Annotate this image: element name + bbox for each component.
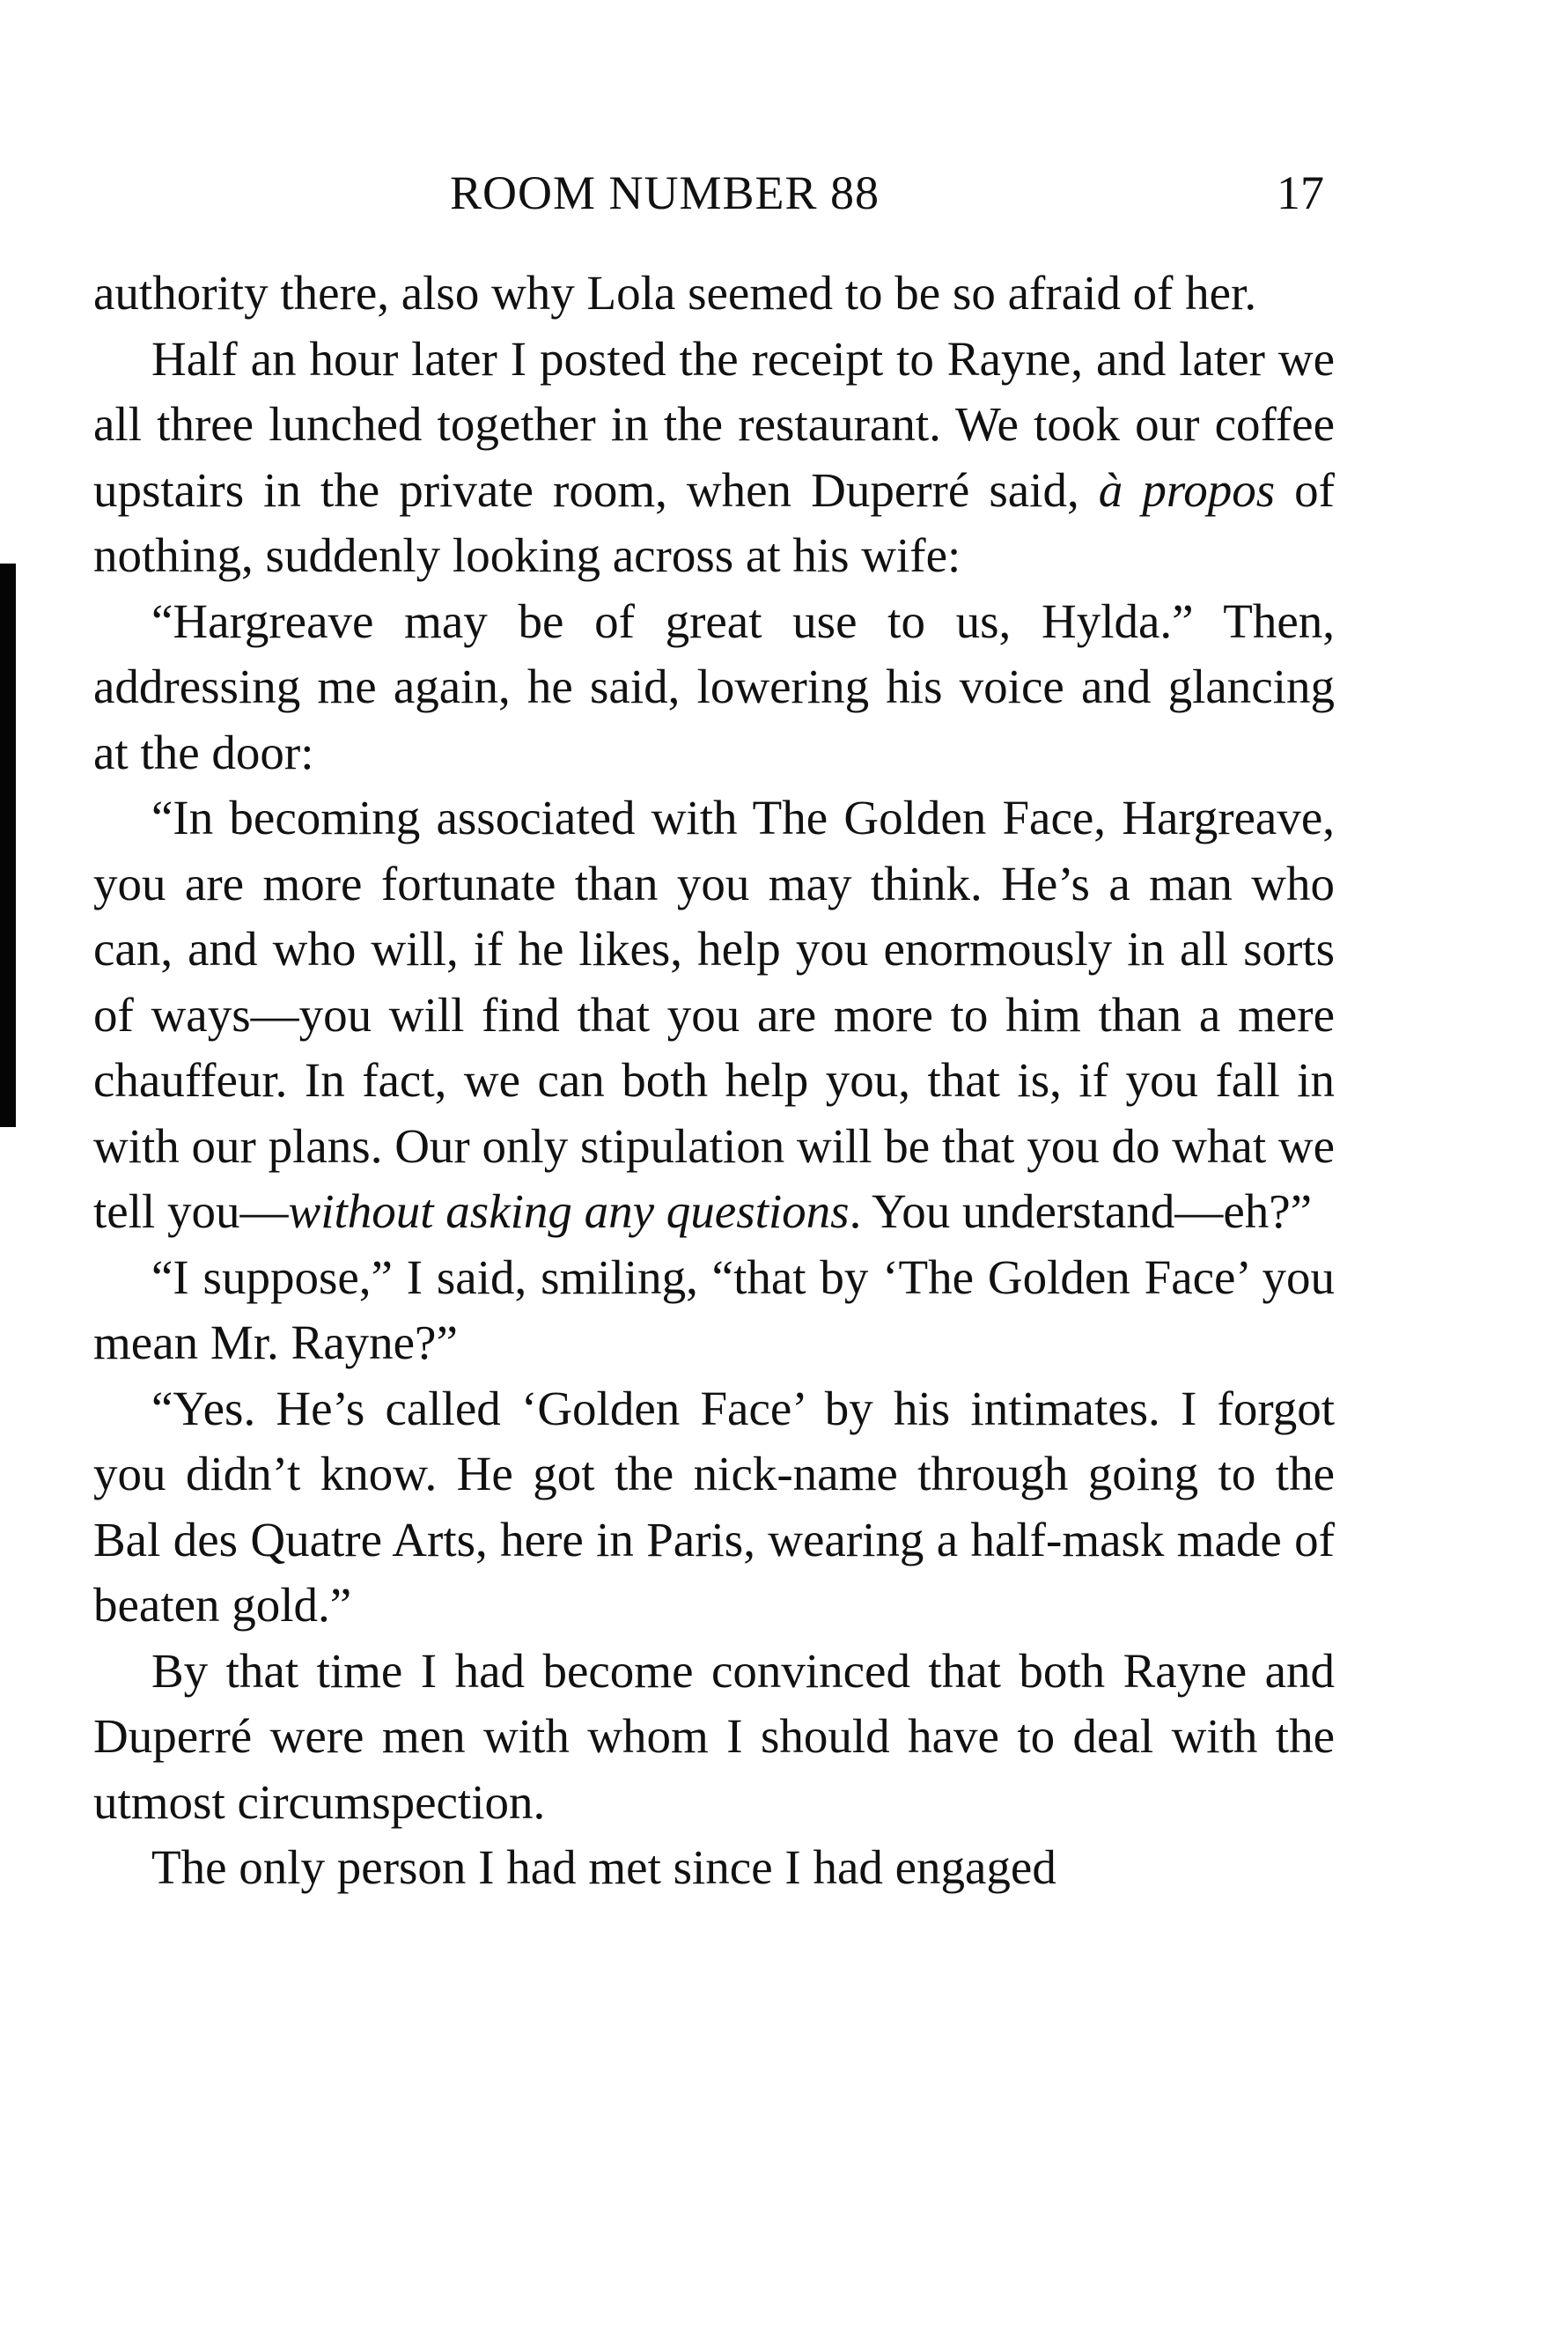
page-header: [93, 166, 1335, 236]
text-run: “I suppose,” I said, smiling, “that by ‘The Golden Face’ you mean Mr. Rayne?”: [93, 1249, 1335, 1369]
paragraph: [93, 1639, 1335, 1836]
paragraph: [93, 1245, 1335, 1376]
paragraph: [93, 785, 1335, 1245]
text-run: “Hargreave may be of great use to us, Hylda.” Then, addressing me again, he said, lowering his voice and glancing at the door:: [93, 593, 1335, 779]
page-number: 17: [1277, 166, 1324, 219]
paragraph: [93, 1835, 1335, 1901]
text-run: authority there, also why Lola seemed to be so afraid of her.: [93, 266, 1257, 320]
text-run: of nothing, suddenly looking across at his wife:: [93, 462, 1335, 582]
text-run: “In becoming associated with The Golden Face, Hargreave, you are more fortunate than you may think. He’s a man who can, and who will, if he likes, help you enormously in all sorts of ways—you will find that you are more to him than a mere chauffeur. In fact, we can both help you, that is, if you fall in with our plans. Our only stipulation will be that you do what we tell you—: [93, 791, 1335, 1238]
text-run: Half an hour later I posted the receipt to Rayne, and later we all three lunched together in the restaurant. We took our coffee upstairs in the private room, when Duperré said,: [93, 331, 1335, 517]
text-run: . You understand—eh?”: [849, 1184, 1313, 1238]
text-run: By that time I had become convinced that both Rayne and Duperré were men with whom I should have to deal with the utmost circumspection.: [93, 1643, 1335, 1829]
body-text: [93, 261, 1335, 1901]
paragraph: [93, 1376, 1335, 1639]
text-run: The only person I had met since I had engaged: [151, 1840, 1056, 1894]
running-title: ROOM NUMBER 88: [450, 166, 880, 219]
paragraph: [93, 327, 1335, 589]
text-run: “Yes. He’s called ‘Golden Face’ by his intimates. I forgot you didn’t know. He got the nick-name through going to the Bal des Quatre Arts, here in Paris, wearing a half-mask made of beaten gold.”: [93, 1381, 1335, 1632]
paragraph: [93, 261, 1335, 327]
italic-text-run: without asking any questions: [288, 1184, 850, 1238]
paragraph: [93, 589, 1335, 786]
italic-text-run: à propos: [1098, 462, 1276, 517]
scan-binding-shadow: [0, 564, 16, 1127]
